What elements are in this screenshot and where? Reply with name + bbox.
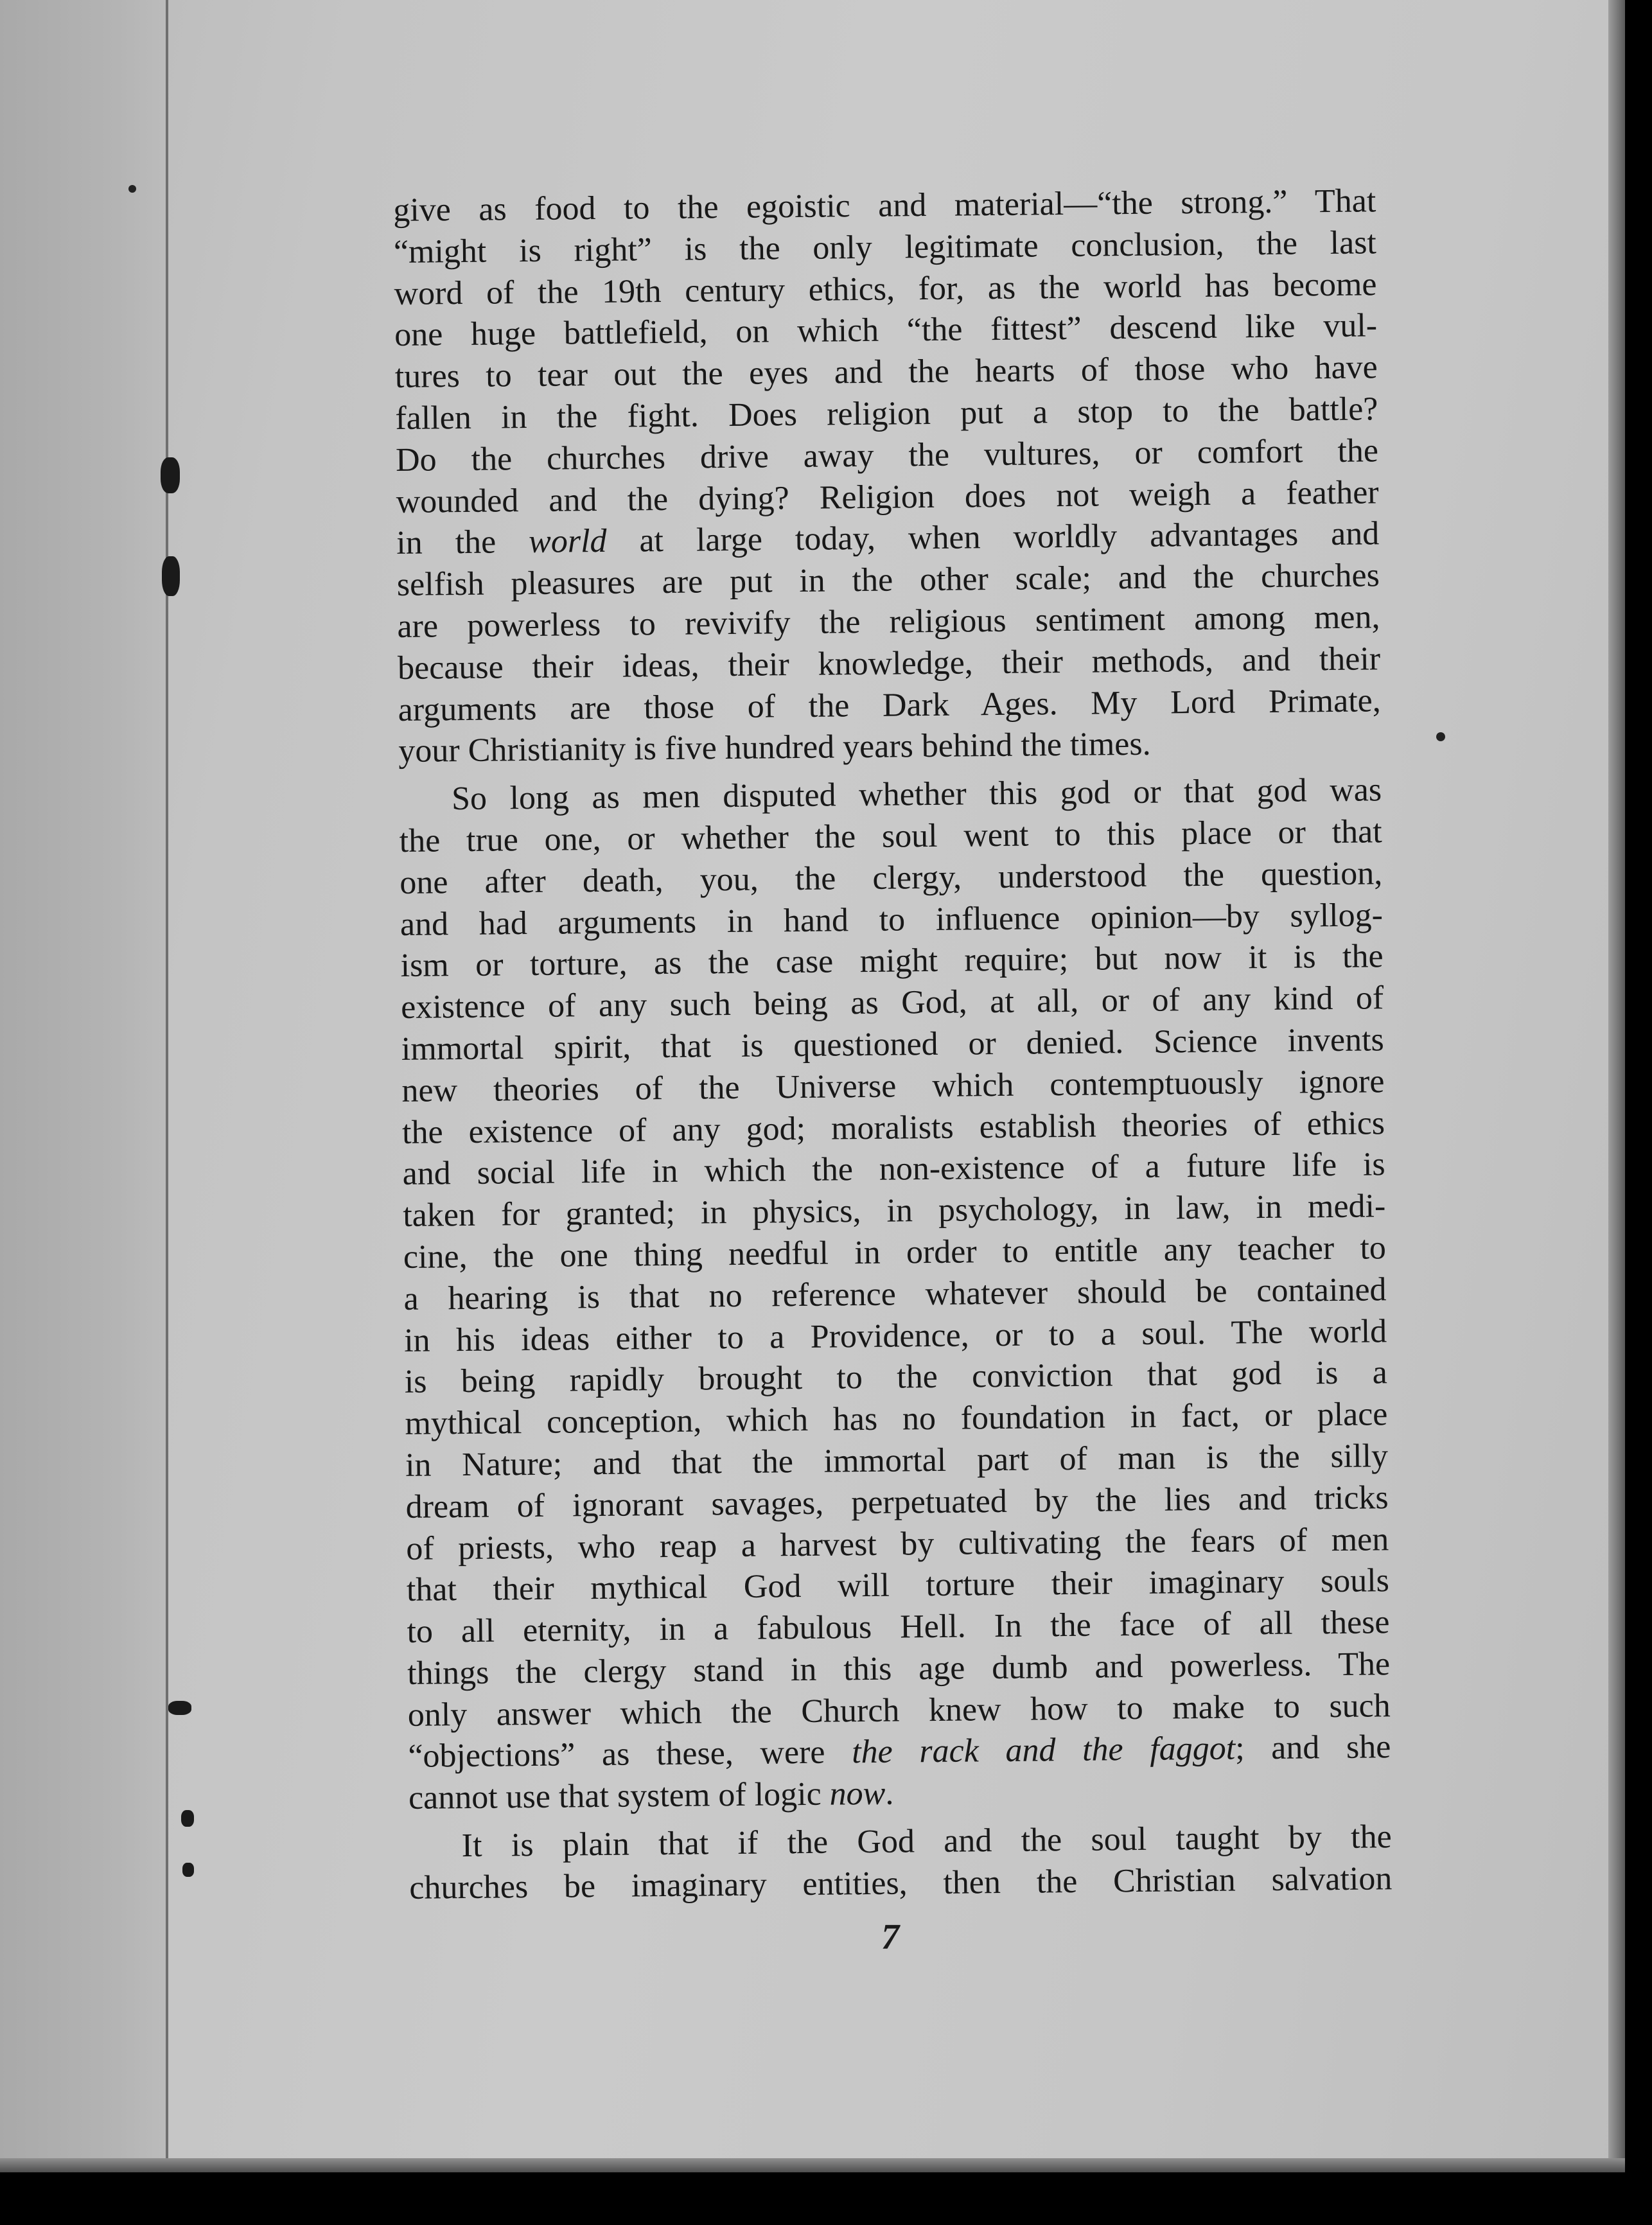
paragraph-1: [393, 180, 1382, 773]
text-line: in the world at large today, when worldly advantages and: [396, 515, 1380, 562]
page-body-text: [393, 180, 1393, 1909]
text-line: is being rapidly brought to the conviction that god is a: [404, 1354, 1388, 1401]
text-line: immortal spirit, that is questioned or denied. Science invents: [401, 1021, 1385, 1068]
text-line: dream of ignorant savages, perpetuated by the lies and tricks: [405, 1479, 1389, 1526]
dust-speck: [128, 185, 136, 193]
text-line: are powerless to revivify the religious sentiment among men,: [397, 599, 1380, 645]
text-line: the true one, or whether the soul went to this place or that: [399, 813, 1382, 859]
page-right-edge-shadow: [1608, 0, 1625, 2172]
text-line: tures to tear out the eyes and the hearts of those who have: [394, 349, 1378, 396]
text-line: churches be imaginary entities, then the Christian salvation: [409, 1860, 1393, 1906]
text-line: one after death, you, the clergy, understood the question,: [400, 855, 1383, 901]
binding-stitch-mark: [161, 457, 180, 493]
text-line: in Nature; and that the immortal part of man is the silly: [405, 1438, 1389, 1484]
text-line: new theories of the Universe which contemptuously ignore: [401, 1062, 1385, 1109]
text-line: and had arguments in hand to influence opinion—by syllog-: [400, 896, 1384, 943]
text-line: to all eternity, in a fabulous Hell. In the face of all these: [407, 1604, 1390, 1650]
binding-stitch-mark: [162, 556, 180, 596]
text-line: cannot use that system of logic now.: [408, 1775, 894, 1817]
text-line: ism or torture, as the case might require; but now it is the: [400, 938, 1384, 985]
paragraph-3: [409, 1816, 1392, 1909]
text-line: So long as men disputed whether this god or that god was: [451, 771, 1382, 818]
text-line: fallen in the fight. Does religion put a stop to the battle?: [395, 391, 1378, 437]
text-line: and social life in which the non-existence of a future life is: [402, 1146, 1385, 1193]
text-line: a hearing is that no reference whatever should be contained: [403, 1271, 1387, 1317]
text-line: only answer which the Church knew how to make to such: [407, 1687, 1391, 1734]
binding-gutter: [0, 0, 168, 2172]
text-line: cine, the one thing needful in order to entitle any teacher to: [403, 1229, 1387, 1276]
text-line: mythical conception, which has no foundation in fact, or place: [405, 1396, 1388, 1443]
binding-stitch-mark: [181, 1810, 194, 1827]
text-line: one huge battlefield, on which “the fittest” descend like vul-: [394, 307, 1378, 354]
italic-phrase: now: [829, 1775, 886, 1813]
text-line: It is plain that if the God and the soul taught by the: [461, 1818, 1392, 1865]
text-line: Do the churches drive away the vultures, or comfort the: [395, 432, 1379, 479]
paragraph-2: [399, 770, 1391, 1820]
italic-phrase: the rack and the faggot: [851, 1730, 1236, 1771]
page-bottom-edge-shadow: [0, 2158, 1625, 2172]
text-line: that their mythical God will torture their imaginary souls: [406, 1562, 1390, 1609]
text-line: “objections” as these, were the rack and the faggot; and she: [408, 1728, 1391, 1775]
text-line: existence of any such being as God, at all, or of any kind of: [400, 980, 1384, 1026]
page-number: 7: [881, 1917, 899, 1957]
text-line: your Christianity is five hundred years behind the times.: [398, 726, 1151, 770]
binding-stitch-mark: [182, 1863, 194, 1877]
text-line: in his ideas either to a Providence, or to a soul. The world: [403, 1312, 1387, 1359]
text-line: taken for granted; in physics, in psychology, in law, in medi-: [403, 1188, 1386, 1235]
text-line: the existence of any god; moralists establish theories of ethics: [401, 1104, 1385, 1151]
text-line: “might is right” is the only legitimate conclusion, the last: [393, 224, 1377, 270]
text-line: of priests, who reap a harvest by cultivating the fears of men: [406, 1520, 1389, 1567]
text-line: things the clergy stand in this age dumb and powerless. The: [407, 1646, 1391, 1692]
italic-phrase: world: [528, 523, 607, 561]
text-line: because their ideas, their knowledge, their methods, and their: [397, 640, 1381, 687]
text-line: word of the 19th century ethics, for, as the world has become: [394, 265, 1377, 312]
text-line: arguments are those of the Dark Ages. My Lord Primate,: [398, 682, 1381, 728]
dust-speck: [1436, 732, 1445, 741]
text-line: wounded and the dying? Religion does not weigh a feather: [396, 473, 1379, 520]
gutter-fold-line: [166, 0, 168, 2172]
text-line: give as food to the egoistic and material—“the strong.” That: [393, 182, 1376, 229]
binding-stitch-mark: [168, 1701, 191, 1715]
text-line: selfish pleasures are put in the other scale; and the churches: [396, 557, 1380, 604]
